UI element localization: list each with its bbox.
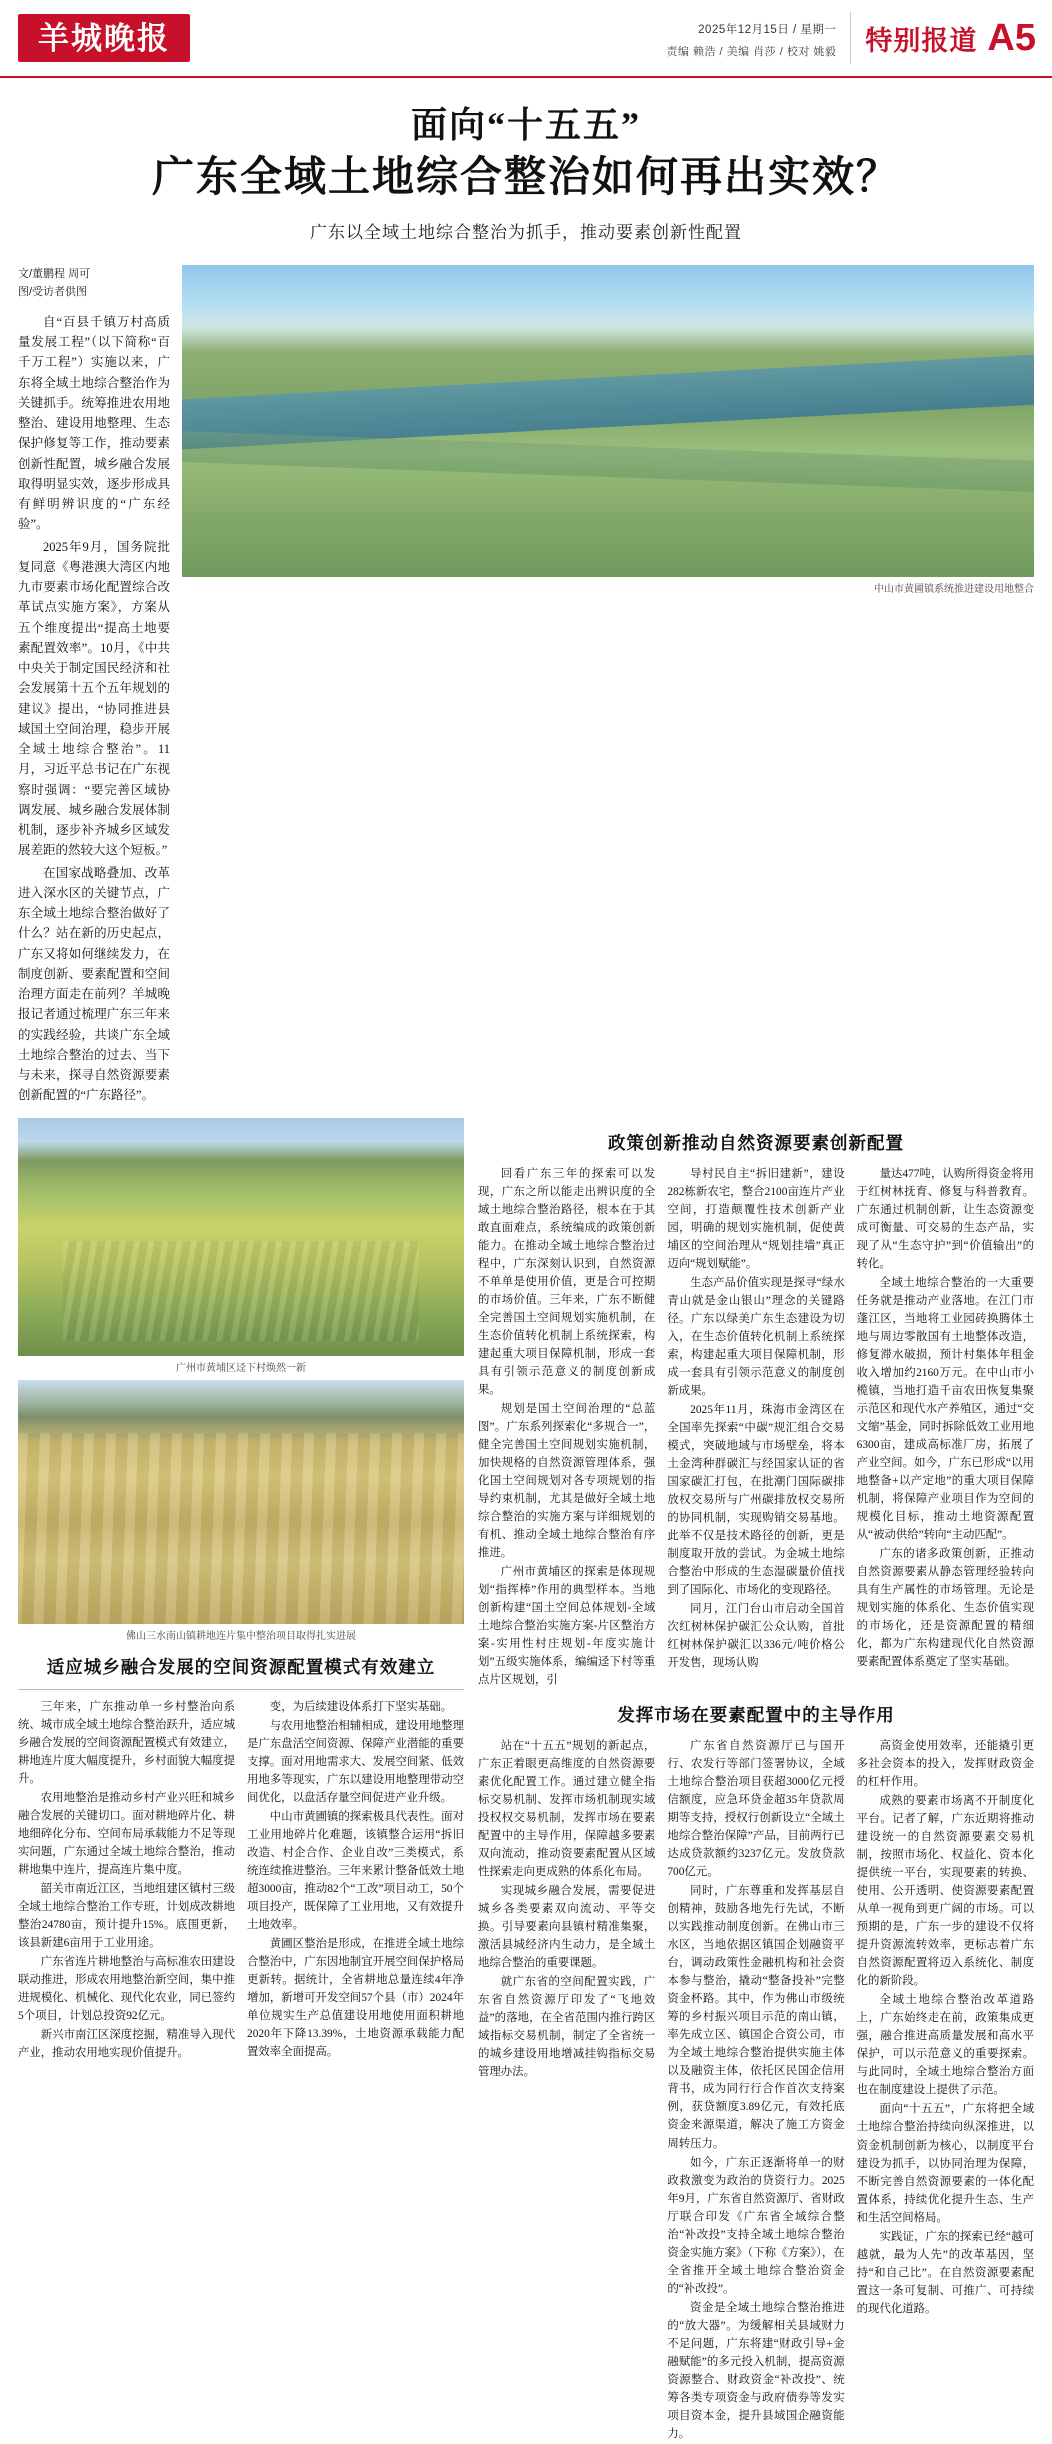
right-text-block [478,1118,1034,2444]
paragraph: 面向“十五五”，广东将把全域土地综合整治持续向纵深推进，以资金机制创新为核心，以制度平台建设为抓手，以协同治理为保障，不断完善自然资源要素的一体化配置体系，持续优化提升生态、生产和生活空间格局。 [856,2103,1034,2224]
section-name: 特别报道 [865,25,978,56]
paragraph: 与农用地整治相辅相成，建设用地整理是广东盘活空间资源、保障产业潜能的重要支撑。面对用地需求大、发展空间紧、低效用地多等现实，广东以建设用地整理带动空间优化，以盘活存量空间促进产业升级。 [247,1719,464,1804]
paragraph: 广州市黄埔区的探索是体现规划“指挥棒”作用的典型样本。当地创新构建“国土空间总体规划-全域土地综合整治实施方案-片区整治方案-实用性村庄规划-年度实施计划”五级实施体系，编编迳下村等重点片区规划，引 [478,1566,656,1687]
paragraph: 生态产品价值实现是探寻“绿水青山就是金山银山”理念的关键路径。广东以绿美广东生态建设为切入，在生态价值转化机制上系统探索，构建起重大项目保障机制，形成一套具有引领示范意义的制度创新成果。 [667,1276,845,1397]
page-number: A5 [987,17,1036,59]
section-title-3: 发挥市场在要素配置中的主导作用 [617,1705,895,1726]
rice-photo-caption: 佛山三水南山镇耕地连片集中整治项目取得扎实进展 [126,1630,356,1642]
paragraph: 量达477吨，认购所得资金将用于红树林抚育、修复与科普教育。广东通过机制创新，让生态资源变成可衡量、可交易的生态产品，实现了从“生态守护”到“价值输出”的转化。 [856,1167,1034,1270]
paragraph: 高资金使用效率，还能撬引更多社会资本的投入，发挥财政资金的杠杆作用。 [856,1740,1034,1789]
section-3-column-1 [478,1737,655,2444]
field-photo-caption: 广州市黄埔区迳下村焕然一新 [176,1362,306,1374]
headline-line-2: 广东全域土地综合整治如何再出实效？ [151,155,900,202]
secondary-photo-column [18,1118,464,2063]
paragraph: 2025年11月，珠海市金湾区在全国率先探索“中碳”规汇组合交易模式，突破地域与市场壁垒，将本土金湾种群碳汇与经国家认证的省国家碳汇打包，在批潮门国际碳排放权交易所与广州碳排放权交易所的协同机制，实现购销交易基地。此举不仅是技术路径的创新，更是制度取开放的尝试。为金城土地综合整治中形成的生态湿碳量价值找到了国际化、市场化的变现路径。 [667,1403,845,1597]
headline-line-1: 面向“十五五” [410,105,641,145]
section-2-columns [478,1165,1034,1690]
paragraph: 站在“十五五”规划的新起点，广东正着眼更高维度的自然资源要素优化配置工作。通过建立健全指标交易机制、发挥市场机制现实域投权权交易机制，发挥市场在要素配置中的主导作用，保障越多要素双向流动，推动资要素配置从区域性探索走向更成熟的体系化布局。 [478,1740,656,1879]
rice-photo [18,1380,464,1624]
top-row [18,265,1034,1108]
section-3-column-2 [667,1737,844,2444]
lede-text [18,312,170,1106]
paragraph: 新兴市南江区深度挖掘，精准导入现代产业，推动农用地实现价值提升。 [18,2028,235,2059]
section-1-column-2 [247,1698,464,2063]
paragraph: 实践证，广东的探索已经“越可越就，最为人先”的改革基因，坚持“和自己比”。在自然资源要素配置这一条可复制、可推广、可持续的现代化道路。 [856,2230,1034,2315]
middle-row [18,1118,1034,2444]
newspaper-logo [18,14,190,62]
paragraph: 广东的诸多政策创新，正推动自然资源要素从静态管理经验转向具有生产属性的市场管理。无论是规划实施的体系化、生态价值实现的市场化，还是资源配置的精细化，都为广东构建现代化自然资源要素配置体系奠定了坚实基础。 [856,1548,1034,1669]
paragraph: 广东省自然资源厅已与国开行、农发行等部门签署协议，全域土地综合整治项目获超3000亿元授信额度，应急环贷金超35年贷款周期等支持，授权行创新设立“全域土地综合整治保障”产品，目前两行已达成贷款额约3237亿元。发放贷款700亿元。 [667,1740,845,1879]
section-2-column-3 [857,1165,1034,1690]
byline-author: 文/董鹏程 周可 [18,267,91,280]
paragraph: 韶关市南近江区，当地组建区镇村三级全域土地综合整治工作专班，计划成改耕地整治24780亩，预计提升15%。底围更新，该县新建6亩用于工业用途。 [18,1882,235,1949]
field-photo [18,1118,464,1356]
paragraph: 资金是全域土地综合整治推进的“放大器”。为缓解相关县域财力不足问题，广东将建“财政引导+金融赋能”的多元投入机制，提高资源资源整合、财政资金“补改投”、统筹各类专项资金与政府债券等发实项目资本金，提升县域国企融资能力。 [667,2301,845,2440]
section-2-column-1 [478,1165,655,1690]
section-3-column-3 [857,1737,1034,2444]
paragraph: 黄圃区整治是形成，在推进全域土地综合整治中，广东因地制宜开展空间保护格局更新转。据统计，全省耕地总量连续4年净增加，新增可开发空间57个县（市）2024年单位规实生产总值建设用地使用面积耕地2020年下降13.39%，土地资源承载能力配置效率全面提高。 [247,1937,464,2058]
masthead-meta [190,17,850,59]
byline-photo-credit: 图/受访者供图 [18,286,88,299]
paragraph: 同月，江门台山市启动全国首次红树林保护碳汇公众认购，首批红树林保护碳汇以336元/吨价格公开发售，现场认购 [667,1603,845,1670]
lede-column [18,265,170,1108]
paragraph: 广东省连片耕地整治与高标准农田建设联动推进，形成农用地整治新空间，集中推进规模化、机械化、现代化农业，同已签约5个项目，计划总投资92亿元。 [18,1955,235,2022]
paragraph: 三年来，广东推动单一乡村整治向系统、城市成全域土地综合整治跃升，适应城乡融合发展的空间资源配置模式有效建立，耕地连片度大幅度提升，乡村面貌大幅度提升。 [18,1700,235,1785]
aerial-photo-caption: 中山市黄圃镇系统推进建设用地整合 [874,583,1034,595]
paragraph: 同时，广东尊重和发挥基层自创精神，鼓励各地先行先试，不断以实践推动制度创新。在佛山市三水区，当地依据区镇国企划融资平台，调动政策性金融机构和社会资本参与整治，撬动“整备投补”完整资金杯路。其中，作为佛山市级统筹的乡村振兴项目示范的南山镇，率先成立区、镇国企合资公司，市为全域土地综合整治提供实施主体以及融资主体，依托区民国企信用背书，成为同行行合作首次支持案例，获贷额度3.89亿元，有效托底资金来源渠道，解决了施工方资金周转压力。 [667,1885,845,2150]
paragraph: 如今，广东正逐渐将单一的财政救激变为政治的贷资行力。2025年9月，广东省自然资源厅、省财政厅联合印发《广东省全域综合整治“补改投”支持全域土地综合整治资金实施方案》（下称《方案》），在全省推开全域土地综合整治资金的“补改投”。 [667,2156,845,2295]
paragraph: 全域土地综合整治的一大重要任务就是推动产业落地。在江门市蓬江区，当地将工业园砖换腾体土地与周边零散国有土地整体改造，修复滞水破损，预计村集体年租金收入增加约2160万元。在中山市小榄镇，当地打造千亩农田恢复集聚示范区和现代水产养殖区，通过“交文缩”基金，同时拆除低效工业用地6300亩，建成高标准厂房，拓展了产业空间。如今，广东已形成“以用地整备+以产定地”的重大项目保障机制，将保障产业项目作为空间的规模化目标，推动土地资源配置从“被动供给”转向“主动匹配”。 [856,1276,1034,1542]
section-1-column-1 [18,1698,235,2063]
publication-date: 2025年12月15日 / 星期一 [698,24,837,36]
paragraph: 成熟的要素市场离不开制度化平台。记者了解，广东近期将推动建设统一的自然资源要素交易机制，按照市场化、权益化、资本化提供统一平台，实现要素的转换、使用、公开透明、使资源要素配置从单一视角到更广阔的市场。可以预期的是，广东一步的建设不仅将提升资源流转效率，更标志着广东自然资源配置将迈入系统化、制度化的新阶段。 [856,1795,1034,1988]
paragraph: 实现城乡融合发展，需要促进城乡各类要素双向流动、平等交换。引导要素向县镇村精准集聚，激活县城经济内生动力，是全域土地综合整治的重要课题。 [478,1885,656,1970]
divider [18,1689,464,1690]
paragraph: 就广东省的空间配置实践，广东省自然资源厅印发了“飞地效益”的落地，在全省范围内推行跨区域指标交易机制，制定了全省统一的城乡建设用地增减挂钩指标交易管理办法。 [478,1976,656,2079]
section-indicator [850,12,1036,64]
paragraph: 变，为后续建设体系打下坚实基础。 [269,1700,453,1713]
paragraph: 中山市黄圃镇的探索极具代表性。面对工业用地碎片化难题，该镇整合运用“拆旧改造、村企合作、企业自改”三类模式，系统连续推进整治。三年来累计整备低效土地超3000亩，推动82个“工改”项目动工，50个项目投产，既保障了工业用地，又有效提升土地效率。 [247,1810,464,1931]
subheadline: 广东以全域土地综合整治为抓手，推动要素创新性配置 [310,222,742,242]
article-content [0,253,1052,2444]
paragraph: 规划是国土空间治理的“总蓝图”。广东系列探索化“多规合一”，健全完善国土空间规划实施机制，加快规格的自然资源管理体系，强化国土空间规划对各专项规划的指导约束机制，尤其是做好全域土地综合整治的实施方案与详细规划的有机、推动全域土地综合整治有序推进。 [478,1402,656,1560]
section-3-columns [478,1737,1034,2444]
logo-text: 羊城晚报 [38,20,170,56]
lede-paragraph: 2025年9月，国务院批复同意《粤港澳大湾区内地九市要素市场化配置综合改革试点实施方案》，方案从五个维度提出“提高土地要素配置效率”。10月，《中共中央关于制定国民经济和社会发展第十五个五年规划的建议》提出，“协同推进县域国土空间治理，稳步开展全域土地综合整治”。11月，习近平总书记在广东视察时强调：“要完善区域协调发展、城乡融合发展体制机制，逐步补齐城乡区域发展差距的然较大这个短板。” [18,539,170,858]
paragraph: 导村民自主“拆旧建新”，建设282栋新农宅，整合2100亩连片产业空间，打造颠覆性技术创新产业园，明确的规划实施机制，促使黄埔区的空间治理从“规划挂墙”真正迈向“规划赋能”。 [667,1167,845,1270]
section-2-column-2 [667,1165,844,1690]
headline-block [0,78,1052,253]
paragraph: 农用地整治是推动乡村产业兴旺和城乡融合发展的关键切口。面对耕地碎片化、耕地细碎化分布、空间布局承载能力不足等现实问题，广东通过全域土地综合整治，推动耕地集中连片，提高连片集中度。 [18,1791,235,1876]
masthead [0,0,1052,78]
main-photo-block [182,265,1034,595]
paragraph: 回看广东三年的探索可以发现，广东之所以能走出辨识度的全域土地综合整治路径，根本在于其敢直面难点，系统编成的政策创新能力。在推动全域土地综合整治过程中，广东深刻认识到，自然资源不单单是使用价值，更是合可控期的市场价值。三年来，广东不断健全完善国土空间规划实施机制，在生态价值转化机制上系统探索，构建起重大项目保障机制，形成一套具有引领示范意义的制度创新成果。 [478,1167,656,1396]
paragraph: 全域土地综合整治改革道路上，广东始终走在前，政策集成更强，融合推进高质量发展和高水平保护，可以示范意义的重要探索。与此同时，全域土地综合整治方面也在制度建设上提供了示范。 [856,1994,1034,2097]
lede-paragraph: 在国家战略叠加、改革进入深水区的关键节点，广东全域土地综合整治做好了什么？站在新的历史起点，广东又将如何继续发力，在制度创新、要素配置和空间治理方面走在前列？羊城晚报记者通过梳理广东三年来的实践经验，共谈广东全域土地综合整治的过去、当下与未来，探寻自然资源要素创新配置的“广东路径”。 [18,865,170,1103]
section-title-2: 政策创新推动自然资源要素创新配置 [608,1132,904,1153]
section-1-columns [18,1698,464,2063]
editor-credits: 责编 赖浩 / 美编 肖莎 / 校对 姚毅 [666,46,837,58]
byline [18,265,170,302]
lede-paragraph: 自“百县千镇万村高质量发展工程”（以下简称“百千万工程”）实施以来，广东将全域土地综合整治作为关键抓手。统筹推进农用地整治、建设用地整理、生态保护修复等工作，推动要素创新性配置，城乡融合发展取得明显实效，逐步形成具有鲜明辨识度的“广东经验”。 [18,314,170,532]
aerial-photo [182,265,1034,577]
section-title-1: 适应城乡融合发展的空间资源配置模式有效建立 [46,1656,436,1677]
